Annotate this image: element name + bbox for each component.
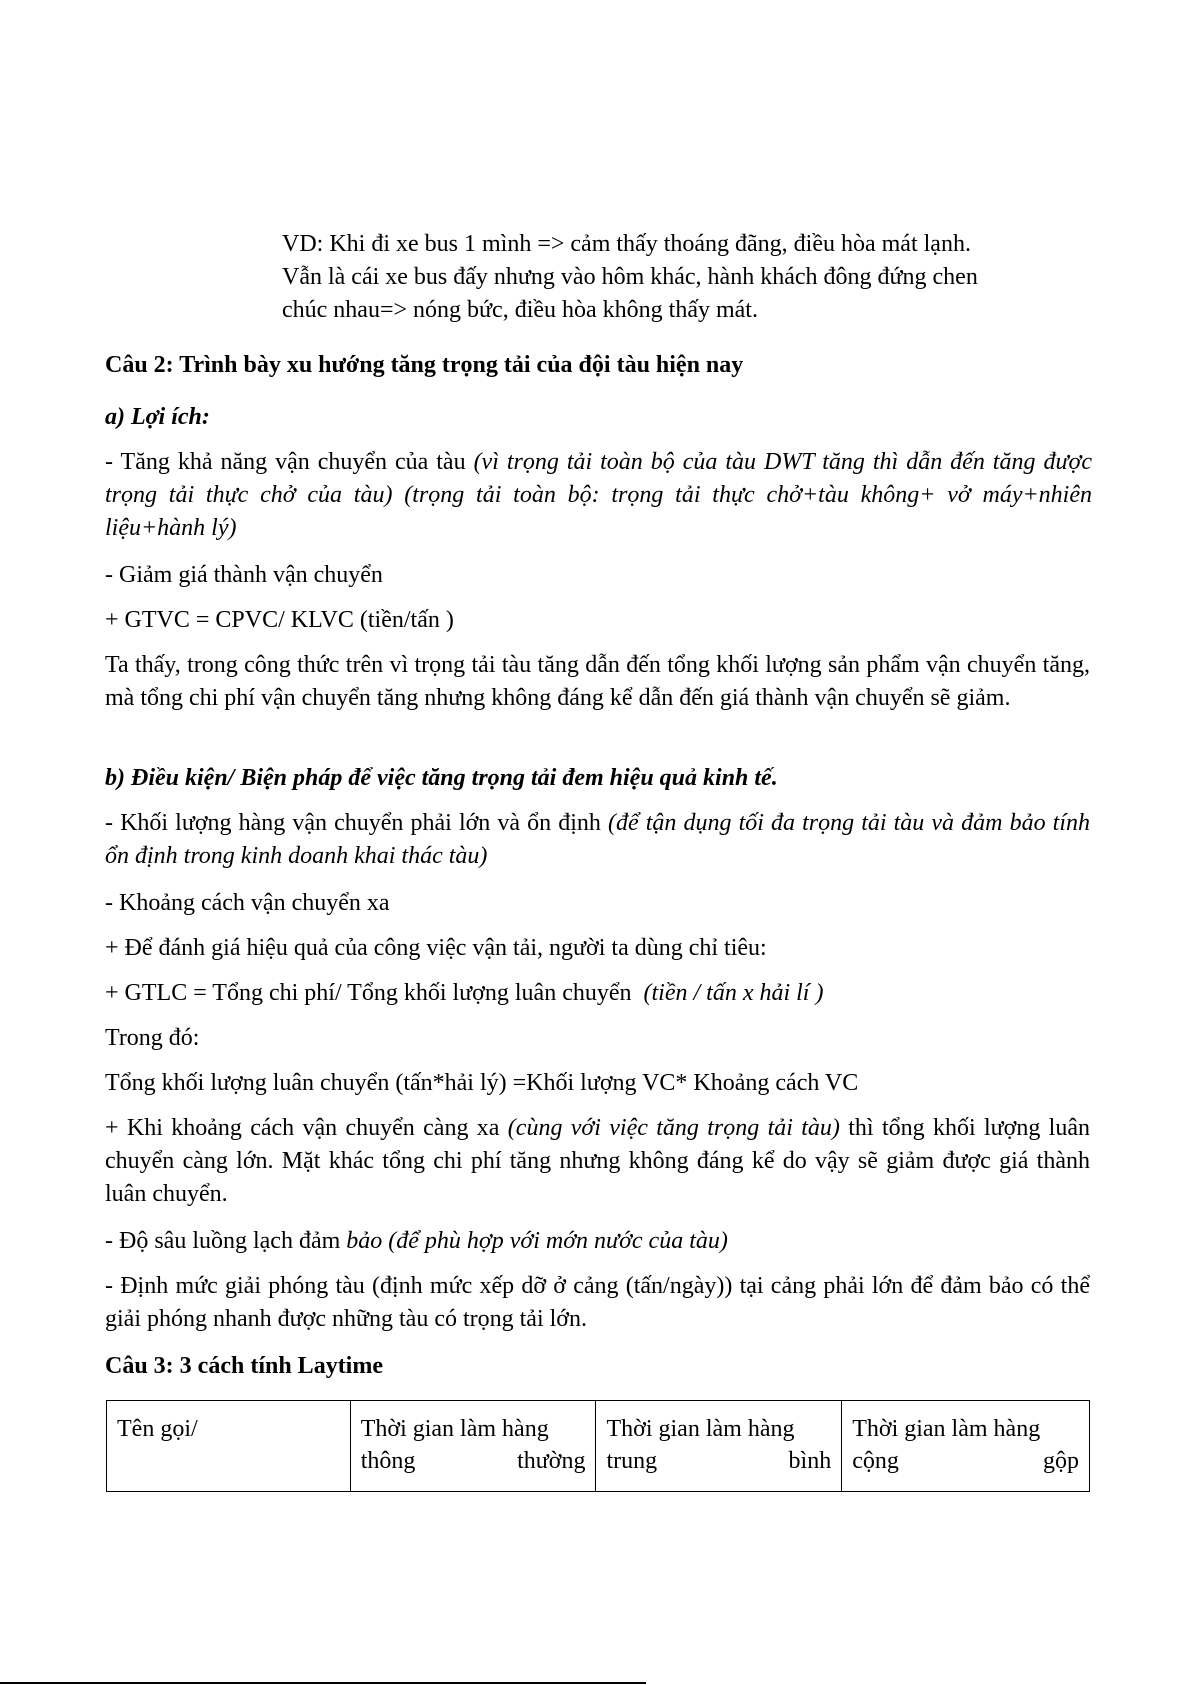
section-b-formula-text: + GTLC = Tổng chi phí/ Tổng khối lượng luân chuyển (105, 980, 644, 1006)
section-a-item-2: - Giảm giá thành vận chuyển (105, 562, 383, 588)
table-header-cell: Thời gian làm hàng thông thường (350, 1401, 596, 1492)
section-b-total: Tổng khối lượng luân chuyển (tấn*hải lý) =Khối lượng VC* Khoảng cách VC (105, 1070, 859, 1096)
section-b-where: Trong đó: (105, 1025, 200, 1051)
section-b-item-6: - Định mức giải phóng tàu (định mức xếp dỡ ở cảng (tấn/ngày)) tại cảng phải lớn để đảm bảo có thể giải phóng nhanh được những tàu có trọng tải lớn. (105, 1273, 1090, 1332)
example-line-3: chúc nhau=> nóng bức, điều hòa không thấy mát. (282, 297, 758, 323)
section-b-formula (105, 977, 1090, 1010)
section-b-item-5 (105, 1225, 1090, 1258)
question-2-heading: Câu 2: Trình bày xu hướng tăng trọng tải của đội tàu hiện nay (105, 352, 744, 378)
section-a-item-1-text: - Tăng khả năng vận chuyển của tàu (105, 449, 474, 475)
section-b-item-5-text: - Độ sâu luồng lạch đảm (105, 1228, 347, 1254)
section-b-item-3: + Để đánh giá hiệu quả của công việc vận tải, người ta dùng chỉ tiêu: (105, 935, 767, 961)
section-a-explanation: Ta thấy, trong công thức trên vì trọng tải tàu tăng dẫn đến tổng khối lượng sản phẩm vận chuyển tăng, mà tổng chi phí vận chuyển tăng nhưng không đáng kể dẫn đến giá thành vận chuyển sẽ giảm. (105, 652, 1090, 711)
footer-rule-segment (600, 1682, 646, 1684)
example-line-1: VD: Khi đi xe bus 1 mình => cảm thấy thoáng đãng, điều hòa mát lạnh. (282, 231, 971, 257)
section-b-formula-unit: (tiền / tấn x hải lí ) (643, 980, 824, 1006)
question-3-heading: Câu 3: 3 cách tính Laytime (105, 1353, 383, 1379)
section-b-item-4-note: (cùng với việc tăng trọng tải tàu) (507, 1115, 840, 1141)
section-a-formula: + GTVC = CPVC/ KLVC (tiền/tấn ) (105, 607, 454, 633)
laytime-table (106, 1400, 1090, 1492)
table-header-cell: Thời gian làm hàng trung bình (596, 1401, 842, 1492)
section-a-item-1-note: (vì trọng tải toàn bộ của tàu DWT tăng thì dẫn đến tăng được trọng tải thực chở của tàu) (trọng tải toàn bộ: trọng tải thực chở+tàu không+ vở máy+nhiên liệu+hành lý) (105, 449, 1092, 541)
section-b-item-4-text-1: + Khi khoảng cách vận chuyển càng xa (105, 1115, 508, 1141)
example-line-2: Vẫn là cái xe bus đấy nhưng vào hôm khác, hành khách đông đứng chen (282, 264, 978, 290)
table-header-cell: Tên gọi/ (107, 1401, 351, 1492)
section-b-heading: b) Điều kiện/ Biện pháp để việc tăng trọng tải đem hiệu quả kinh tế. (105, 765, 778, 791)
footer-rule (0, 1682, 600, 1684)
table-row (107, 1401, 1090, 1492)
section-a-heading: a) Lợi ích: (105, 404, 210, 430)
section-b-item-5-note: bảo (để phù hợp với mớn nước của tàu) (346, 1228, 728, 1254)
section-b-item-4 (105, 1112, 1090, 1211)
section-a-item-1 (105, 446, 1092, 545)
section-b-item-1-text: - Khối lượng hàng vận chuyển phải lớn và ổn định (105, 810, 608, 836)
section-b-item-4-text-2: thì tổng khối lượng luân chuyển càng lớn. Mặt khác tổng chi phí tăng nhưng không đáng kể do vậy sẽ giảm được giá thành luân chuyển. (105, 1115, 1090, 1207)
section-b-item-2: - Khoảng cách vận chuyển xa (105, 890, 390, 916)
section-b-item-1 (105, 807, 1090, 873)
section-b-item-1-note: (để tận dụng tối đa trọng tải tàu và đảm bảo tính ổn định trong kinh doanh khai thác tàu) (105, 810, 1091, 869)
table-header-cell: Thời gian làm hàng cộng gộp (842, 1401, 1090, 1492)
